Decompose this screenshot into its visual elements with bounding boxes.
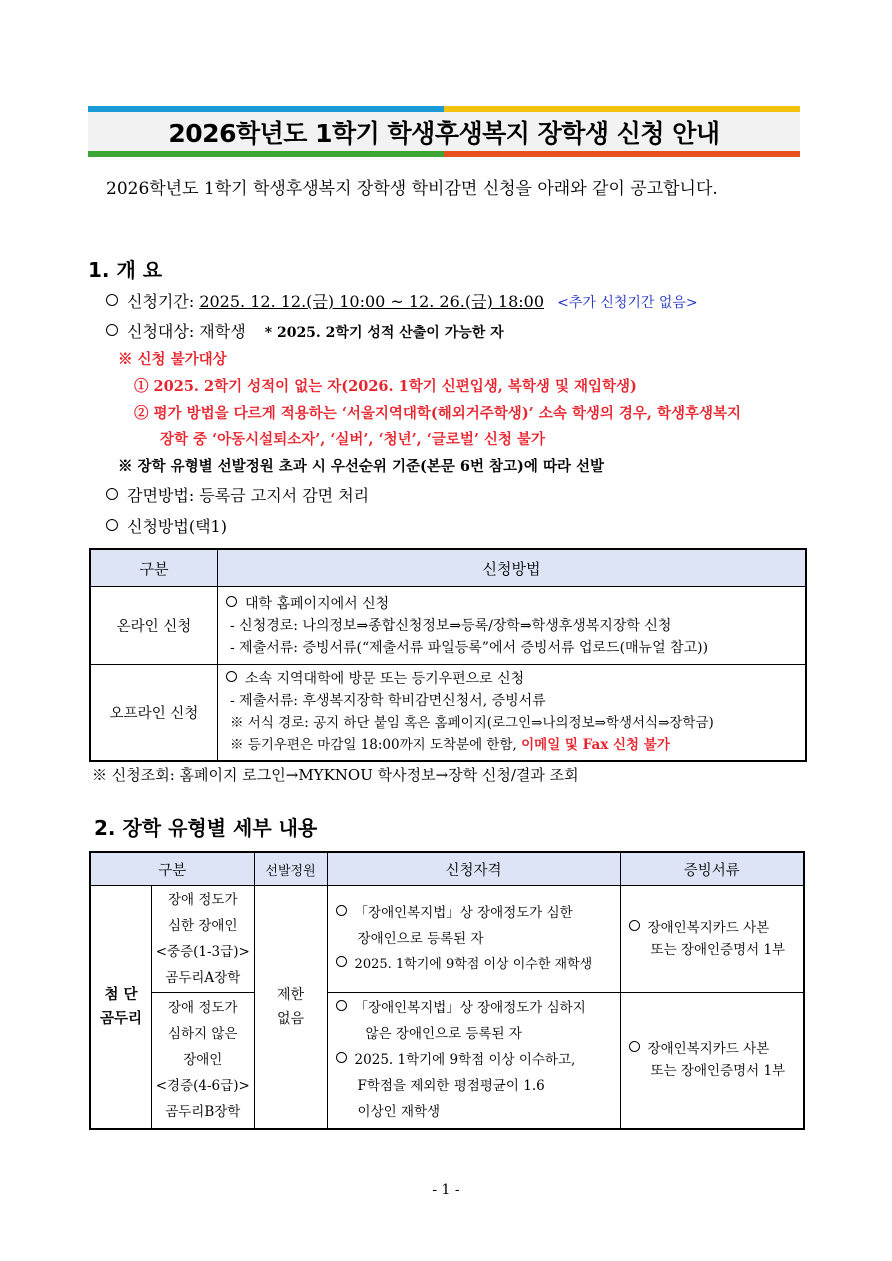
offline-line-1: 소속 지역대학에 방문 또는 등기우편으로 신청	[245, 671, 525, 688]
offline-line-4b: 이메일 및 Fax 신청 불가	[521, 737, 670, 754]
period-line	[106, 289, 698, 312]
ineligible-title: ※ 신청 불가대상	[118, 351, 227, 368]
offline-line-4a: ※ 등기우편은 마감일 18:00까지 도착분에 한함,	[230, 737, 522, 754]
rowB-type-1: 장애 정도가	[168, 1000, 238, 1017]
rowB-documents	[620, 993, 804, 1129]
target-line	[106, 319, 504, 342]
section1-heading: 1. 개 요	[88, 258, 163, 282]
reduction-line	[106, 483, 369, 506]
rowA-type-2: 심한 장애인	[168, 918, 238, 934]
rowA-type	[152, 886, 255, 993]
rowB-doc-a: 장애인복지카드 사본	[647, 1041, 770, 1058]
priority-note: ※ 장학 유형별 선발정원 초과 시 우선순위 기준(본문 6번 참고)에 따라 선발	[118, 458, 605, 475]
bullet-circle-icon	[336, 905, 347, 916]
title-bottom-bar	[88, 151, 800, 157]
ineligible-1: ① 2025. 2학기 성적이 없는 자(2026. 1학기 신편입생, 복학생 및 재입학생)	[134, 378, 637, 395]
rowA-doc-b: 또는 장애인증명서 1부	[650, 942, 786, 958]
table2-header-qualification: 신청자격	[327, 852, 620, 886]
quota-2: 없음	[277, 1010, 305, 1027]
offline-line-4	[226, 734, 797, 756]
rowB-qualification	[327, 993, 620, 1129]
bullet-circle-icon	[106, 324, 118, 336]
inquiry-note: ※ 신청조회: 홈페이지 로그인→MYKNOU 학사정보→장학 신청/결과 조회	[92, 766, 579, 784]
intro-paragraph: 2026학년도 1학기 학생후생복지 장학생 학비감면 신청을 아래와 같이 공고합니다.	[106, 179, 718, 199]
page-number: - 1 -	[432, 1182, 460, 1198]
rowB-type-3: 장애인	[183, 1052, 223, 1069]
rowB-type-4: <경증(4-6급)>	[155, 1078, 250, 1095]
rowB-qual-1b: 않은 장애인으로 등록된 자	[365, 1026, 522, 1043]
bullet-circle-icon	[106, 294, 118, 306]
rowA-type-3: <중증(1-3급)>	[155, 944, 250, 960]
rowB-qual-2b: F학점을 제외한 평점평균이 1.6	[357, 1078, 545, 1095]
table2-header-quota: 선발정원	[254, 852, 327, 886]
quota-1: 제한	[277, 986, 305, 1003]
online-line-3: - 제출서류: 증빙서류(“제출서류 파일등록”에서 증빙서류 업로드(매뉴얼 참고))	[230, 639, 709, 656]
bullet-circle-icon	[336, 1000, 347, 1011]
rowA-qual-1b: 장애인으로 등록된 자	[357, 931, 484, 947]
table2-header-category: 구분	[90, 852, 254, 886]
page-title: 2026학년도 1학기 학생후생복지 장학생 신청 안내	[88, 112, 800, 151]
bullet-circle-icon	[226, 671, 237, 682]
method-line	[106, 514, 227, 537]
rowB-type-2: 심하지 않은	[168, 1026, 238, 1043]
offline-line-2: - 제출서류: 후생복지장학 학비감면신청서, 증빙서류	[230, 693, 546, 710]
rowB-doc-b: 또는 장애인증명서 1부	[650, 1063, 786, 1080]
rowA-qualification	[327, 886, 620, 993]
bullet-circle-icon	[226, 596, 237, 607]
table2-header-documents: 증빙서류	[620, 852, 804, 886]
rowB-qual-2c: 이상인 재학생	[357, 1104, 441, 1121]
bullet-circle-icon	[629, 1041, 640, 1052]
table1-header-method: 신청방법	[218, 549, 807, 587]
method-text: 신청방법(택1)	[127, 517, 227, 536]
bullet-circle-icon	[106, 488, 118, 500]
rowA-documents	[620, 886, 804, 993]
bullet-circle-icon	[106, 519, 118, 531]
online-line-2: - 신청경로: 나의정보⇒종합신청정보⇒등록/장학⇒학생후생복지장학 신청	[230, 617, 672, 634]
online-line-1: 대학 홈페이지에서 신청	[245, 595, 390, 612]
rowA-qual-2: 2025. 1학기에 9학점 이상 이수한 재학생	[354, 957, 593, 972]
rowB-type	[152, 993, 255, 1129]
online-details	[218, 587, 807, 665]
table1-header-category: 구분	[90, 549, 218, 587]
bullet-circle-icon	[336, 956, 347, 967]
application-method-table	[89, 548, 807, 762]
offline-label: 오프라인 신청	[90, 665, 218, 761]
reduction-text: 감면방법: 등록금 고지서 감면 처리	[127, 486, 370, 505]
period-note: <추가 신청기간 없음>	[557, 295, 698, 311]
rowA-type-4: 곰두리A장학	[165, 970, 241, 986]
offline-line-3: ※ 서식 경로: 공지 하단 붙임 혹은 홈페이지(로그인⇒나의정보⇒학생서식⇒장학금)	[230, 715, 714, 732]
period-value: 2025. 12. 12.(금) 10:00 ~ 12. 26.(금) 18:00	[199, 292, 545, 311]
group-label-2: 곰두리	[99, 1009, 143, 1027]
ineligible-2a: ② 평가 방법을 다르게 적용하는 ‘서울지역대학(해외거주학생)’ 소속 학생의 경우, 학생후생복지	[134, 405, 742, 422]
ineligible-2b: 장학 중 ‘아동시설퇴소자’, ‘실버’, ‘청년’, ‘글로벌’ 신청 불가	[160, 431, 546, 448]
target-note: * 2025. 2학기 성적 산출이 가능한 자	[264, 325, 504, 341]
rowB-qual-1a: 「장애인복지법」상 장애정도가 심하지	[354, 1000, 586, 1017]
quota	[254, 886, 327, 1129]
online-label: 온라인 신청	[90, 587, 218, 665]
section2-heading: 2. 장학 유형별 세부 내용	[94, 816, 318, 840]
scholarship-type-table	[89, 851, 805, 1130]
period-label: 신청기간:	[127, 292, 200, 311]
offline-details	[218, 665, 807, 761]
rowB-type-5: 곰두리B장학	[165, 1104, 241, 1121]
target-label: 신청대상: 재학생	[127, 322, 246, 341]
bullet-circle-icon	[629, 920, 640, 931]
rowA-type-1: 장애 정도가	[168, 892, 238, 908]
group-label	[90, 886, 152, 1129]
rowA-qual-1a: 「장애인복지법」상 장애정도가 심한	[354, 905, 573, 921]
bullet-circle-icon	[336, 1052, 347, 1063]
rowA-doc-a: 장애인복지카드 사본	[647, 920, 770, 936]
group-label-1: 첨 단	[104, 985, 138, 1003]
rowB-qual-2a: 2025. 1학기에 9학점 이상 이수하고,	[354, 1052, 576, 1069]
